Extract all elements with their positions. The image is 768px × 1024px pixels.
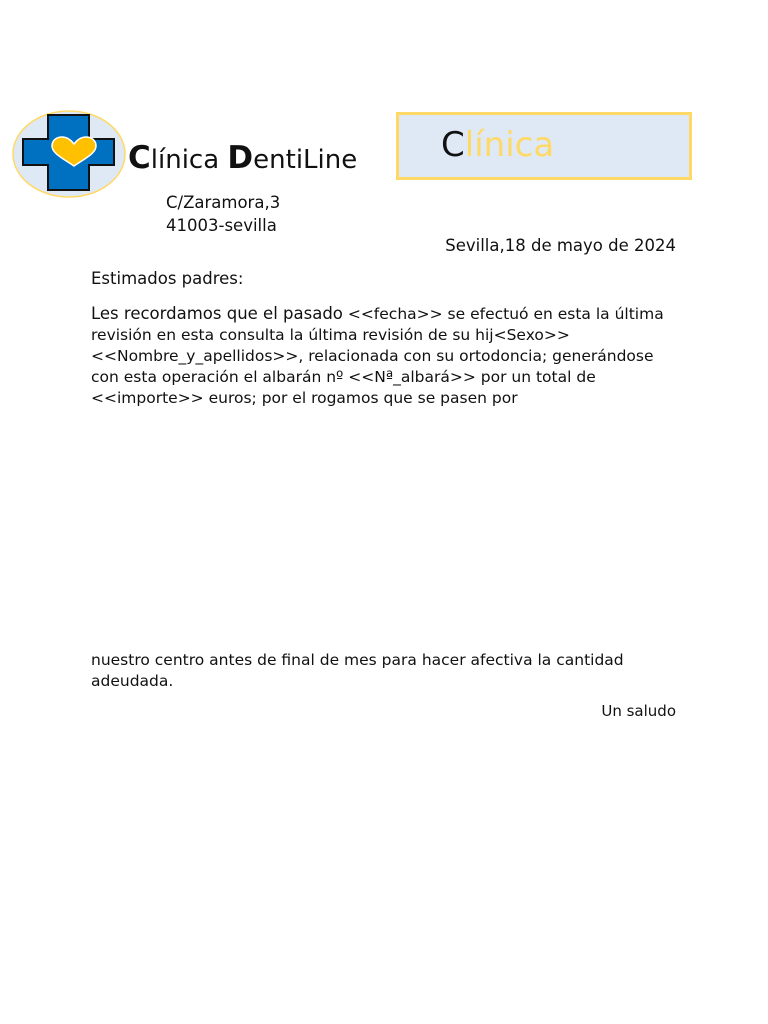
address-street: C/Zaramora,3 xyxy=(166,193,281,212)
clinic-name-c-rest: línica xyxy=(150,145,220,175)
letter-body-paragraph-1 xyxy=(91,303,681,409)
letter-date: Sevilla,18 de mayo de 2024 xyxy=(445,236,676,255)
title-box-rest: línica xyxy=(464,125,555,165)
clinic-name-d-rest: entiLine xyxy=(253,145,358,175)
title-box-text xyxy=(441,123,554,167)
letter-closing: Un saludo xyxy=(601,702,676,720)
clinic-name-c-initial: C xyxy=(128,140,151,176)
address-postal-city: 41003-sevilla xyxy=(166,216,277,235)
title-box xyxy=(396,112,692,180)
title-box-initial: C xyxy=(441,125,465,165)
letter-greeting: Estimados padres: xyxy=(91,269,244,288)
clinic-name xyxy=(128,138,357,180)
clinic-logo xyxy=(12,109,128,199)
letter-body-text-1: <<fecha>> se efectuó en esta la última revisión en esta consulta la última revisión de su hij<Sexo>> <<Nombre_y_apellidos>>, relacionada con su ortodoncia; generándose con esta operación el albarán nº <<Nª_albará>> por un total de <<importe>> euros; por el rogamos que se pasen por xyxy=(91,305,664,407)
clinic-address xyxy=(166,191,280,237)
letter-body-lead: Les recordamos que el pasado xyxy=(91,304,343,323)
clinic-name-d-initial: D xyxy=(227,140,254,176)
letter-body-paragraph-2: nuestro centro antes de final de mes para hacer afectiva la cantidad adeudada. xyxy=(91,651,624,690)
medical-cross-heart-icon xyxy=(12,109,128,199)
